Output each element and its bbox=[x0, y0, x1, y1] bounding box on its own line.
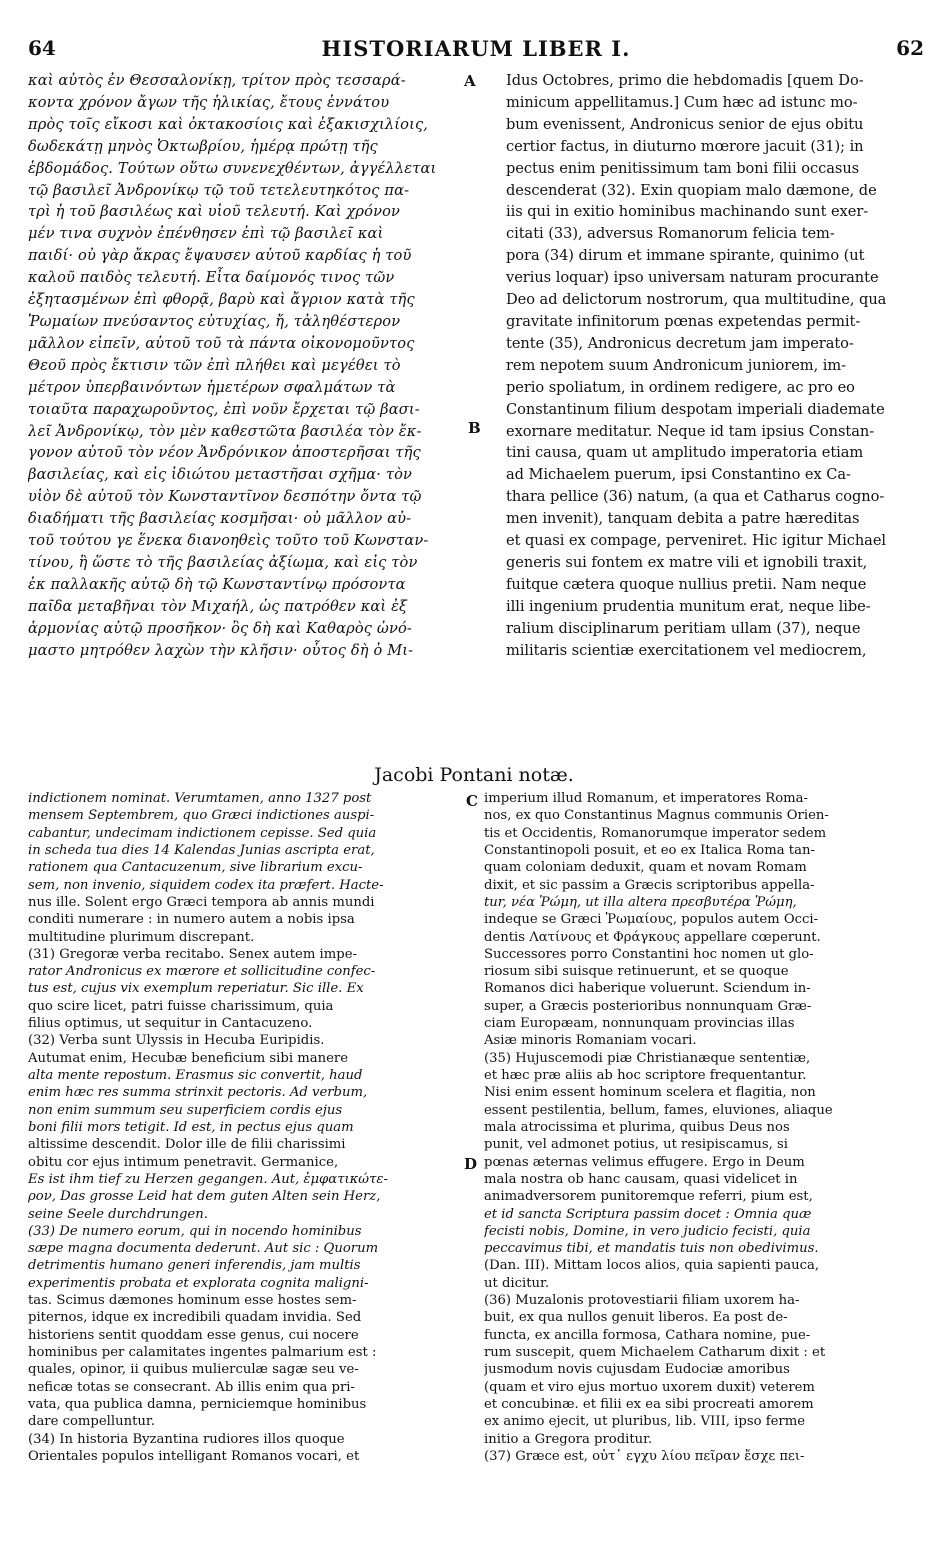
page-number-right: 62 bbox=[896, 36, 924, 60]
margin-marker-c: C bbox=[466, 792, 478, 810]
greek-text-line: τίνου, ἢ ὥστε τὸ τῆς βασιλείας ἀξίωμα, καὶ εἰς τὸν bbox=[28, 553, 418, 571]
notes-right-line: Constantinopoli posuit, et eo ex Italica Roma tan- bbox=[484, 842, 815, 858]
notes-right-line: tis et Occidentis, Romanorumque imperator sedem bbox=[484, 825, 827, 841]
notes-left-line: sem, non invenio, siquidem codex ita præfert. Hacte- bbox=[28, 877, 384, 893]
latin-text-line: exornare meditatur. Neque id tam ipsius Constan- bbox=[506, 422, 875, 440]
greek-text-line: τρὶ ἡ τοῦ βασιλέως καὶ υἱοῦ τελευτή. Καὶ χρόνον bbox=[28, 203, 401, 221]
notes-right-line: Asiæ minoris Romaniam vocari. bbox=[484, 1033, 697, 1049]
notes-right-column bbox=[484, 790, 926, 1465]
latin-text-line: gravitate infinitorum pœnas expetendas permit- bbox=[506, 312, 861, 330]
notes-left-column bbox=[28, 790, 468, 1465]
greek-text-line: γονον αὐτοῦ τὸν νέον Ἀνδρόνικον ἀποστερῆσαι τῆς bbox=[28, 444, 421, 462]
notes-left-line: Autumat enim, Hecubæ beneficium sibi manere bbox=[28, 1050, 349, 1066]
margin-marker-b: B bbox=[468, 419, 481, 437]
notes-right-line: peccavimus tibi, et mandatis tuis non obedivimus. bbox=[484, 1241, 819, 1257]
page-number-left: 64 bbox=[28, 36, 56, 60]
greek-text-line: μαστο μητρόθεν λαχὼν τὴν κλῆσιν· οὗτος δὴ ὁ Μι- bbox=[28, 641, 414, 659]
greek-text-line: Θεοῦ πρὸς ἔκτισιν τῶν ἐπὶ πλήθει καὶ μεγέθει τὸ bbox=[28, 356, 401, 374]
notes-left-line: detrimentis humano generi inferendis, jam multis bbox=[28, 1258, 361, 1274]
notes-right-line: et id sancta Scriptura passim docet : Omnia quæ bbox=[484, 1206, 812, 1222]
greek-text-line: λεῖ Ἀνδρονίκῳ, τὸν μὲν καθεστῶτα βασιλέα τὸν ἔκ- bbox=[28, 422, 422, 440]
notes-right-line: pœnas æternas velimus effugere. Ergo in Deum bbox=[484, 1154, 805, 1170]
greek-text-line: ἐκ παλλακῆς αὐτῷ δὴ τῷ Κωνσταντίνῳ πρόσοντα bbox=[28, 575, 406, 593]
notes-left-line: rator Andronicus ex mœrore et sollicitudine confec- bbox=[28, 964, 376, 980]
greek-text-line: βασιλείας, καὶ εἰς ἰδιώτου μεταστῆσαι σχῆμα· τὸν bbox=[28, 466, 413, 484]
notes-right-line: essent pestilentia, bellum, fames, eluviones, aliaque bbox=[484, 1102, 833, 1118]
latin-text-line: citati (33), adversus Romanorum felicia tem- bbox=[506, 225, 835, 243]
greek-text-line: ἐξητασμένων ἐπὶ φθορᾷ, βαρὺ καὶ ἄγριον κατὰ τῆς bbox=[28, 291, 415, 309]
notes-right-line: (37) Græce est, οὐτ᾽ εγχυ λίου πεῖραν ἔσχε πει- bbox=[484, 1448, 805, 1464]
notes-right-line: (quam et viro ejus mortuo uxorem duxit) veterem bbox=[484, 1379, 815, 1395]
latin-text-line: pora (34) dirum et immane spirante, quinimo (ut bbox=[506, 247, 865, 265]
notes-left-line: non enim summum seu superficiem cordis ejus bbox=[28, 1102, 343, 1118]
latin-text-line: fuitque cætera quoque nullius pretii. Nam neque bbox=[506, 575, 867, 593]
notes-left-line: experimentis probata et explorata cognita maligni- bbox=[28, 1275, 369, 1291]
latin-text-line: Idus Octobres, primo die hebdomadis [quem Do- bbox=[506, 72, 864, 89]
notes-left-line: (32) Verba sunt Ulyssis in Hecuba Euripidis. bbox=[28, 1033, 325, 1049]
greek-text-line: μέτρον ὑπερβαινόντων ἡμετέρων σφαλμάτων τὰ bbox=[28, 378, 396, 396]
notes-left-line: alta mente repostum. Erasmus sic convertit, haud bbox=[28, 1068, 363, 1083]
notes-left-line: multitudine plurimum discrepant. bbox=[28, 929, 255, 945]
latin-text-line: Constantinum filium despotam imperiali diademate bbox=[506, 400, 885, 418]
notes-left-line: (31) Gregoræ verba recitabo. Senex autem impe- bbox=[28, 946, 357, 962]
notes-right-line: rum suscepit, quem Michaelem Catharum dixit : et bbox=[484, 1345, 826, 1360]
greek-text-line: παῖδα μεταβῆναι τὸν Μιχαήλ, ὡς πατρόθεν καὶ ἐξ bbox=[28, 597, 408, 615]
greek-text-line: καὶ αὐτὸς ἐν Θεσσαλονίκῃ, τρίτον πρὸς τεσσαρά- bbox=[28, 72, 406, 89]
notes-right-line: (Dan. III). Mittam locos alios, quia sapienti pauca, bbox=[484, 1258, 820, 1274]
greek-text-line: διαδήματι τῆς βασιλείας κοσμῆσαι· οὐ μᾶλλον αὐ- bbox=[28, 510, 412, 528]
notes-left-line: quo scire licet, patri fuisse charissimum, quia bbox=[28, 998, 334, 1014]
latin-text-line: verius loquar) ipso universam naturam procurante bbox=[506, 269, 879, 287]
latin-text-line: tente (35), Andronicus decretum jam imperato- bbox=[506, 334, 854, 352]
greek-text-line: παιδί· οὐ γὰρ ἄκρας ἔψαυσεν αὐτοῦ καρδίας ἡ τοῦ bbox=[28, 247, 412, 265]
greek-text-line: υἱὸν δὲ αὐτοῦ τὸν Κωνσταντῖνον δεσπότην ὄντα τῷ bbox=[28, 488, 422, 506]
notes-left-line: hominibus per calamitates ingentes palmarium est : bbox=[28, 1345, 377, 1360]
latin-text-line: tini causa, quam ut amplitudo imperatoria etiam bbox=[506, 444, 864, 462]
notes-left-line: Es ist ihm tief zu Herzen gegangen. Aut, ἐμφατικώτε- bbox=[28, 1171, 388, 1187]
notes-right-line: et hæc præ aliis ab hoc scriptore frequentantur. bbox=[484, 1068, 807, 1083]
notes-left-line: dare compelluntur. bbox=[28, 1414, 155, 1430]
latin-text-line: et quasi ex compage, perveniret. Hic igitur Michael bbox=[506, 532, 887, 550]
latin-text-line: iis qui in exitio hominibus machinando sunt exer- bbox=[506, 203, 869, 221]
notes-left-line: (33) De numero eorum, qui in nocendo hominibus bbox=[28, 1223, 362, 1239]
notes-right-line: animadversorem punitoremque referri, pium est, bbox=[484, 1189, 813, 1205]
notes-right-line: riosum sibi suisque retinuerunt, et se quoque bbox=[484, 964, 789, 980]
notes-right-line: mala nostra ob hanc causam, quasi videlicet in bbox=[484, 1171, 798, 1187]
greek-text-line: τῷ βασιλεῖ Ἀνδρονίκῳ τῷ τοῦ τετελευτηκότος πα- bbox=[28, 181, 410, 199]
greek-text-line: πρὸς τοῖς εἴκοσι καὶ ὀκτακοσίοις καὶ ἑξακισχιλίοις, bbox=[28, 115, 429, 133]
notes-right-line: Successores porro Constantini hoc nomen ut glo- bbox=[484, 946, 814, 962]
latin-text-line: descenderat (32). Exin quopiam malo dæmone, de bbox=[506, 181, 877, 199]
greek-text-line: Ῥωμαίων πνεύσαντος εὐτυχίας, ἤ, τἀληθέστερον bbox=[28, 312, 401, 330]
notes-left-line: vata, qua publica damna, perniciemque hominibus bbox=[28, 1396, 367, 1412]
latin-text-line: perio spoliatum, in ordinem redigere, ac pro eo bbox=[506, 378, 855, 396]
latin-text-line: pectus enim penitissimum tam boni filii occasus bbox=[506, 159, 860, 177]
notes-right-line: ciam Europæam, nonnunquam provincias illas bbox=[484, 1016, 795, 1032]
notes-right-line: nos, ex quo Constantinus Magnus communis Orien- bbox=[484, 808, 829, 824]
notes-right-line: initio a Gregora proditur. bbox=[484, 1431, 653, 1447]
greek-text-line: ἑβδομάδος. Τούτων οὕτω συνενεχθέντων, ἀγγέλλεται bbox=[28, 159, 437, 177]
latin-text-line: ad Michaelem puerum, ipsi Constantino ex Ca- bbox=[506, 466, 851, 484]
greek-text-line: ἁρμονίας αὐτῷ προσῆκον· ὃς δὴ καὶ Καθαρὸς ὠνό- bbox=[28, 619, 412, 637]
notes-left-line: ρον, Das grosse Leid hat dem guten Alten sein Herz, bbox=[28, 1189, 381, 1205]
notes-right-line: functa, ex ancilla formosa, Cathara nomine, pue- bbox=[484, 1327, 811, 1343]
notes-left-line: rationem qua Cantacuzenum, sive librarium excu- bbox=[28, 860, 363, 876]
notes-left-line: neficæ totas se consecrant. Ab illis enim qua pri- bbox=[28, 1379, 355, 1395]
notes-right-line: Nisi enim essent hominum scelera et flagitia, non bbox=[484, 1085, 816, 1101]
notes-right-line: dentis Λατίνους et Φράγκους appellare cœperunt. bbox=[484, 929, 821, 945]
notes-left-line: filius optimus, ut sequitur in Cantacuzeno. bbox=[28, 1016, 313, 1032]
notes-right-line: indeque se Græci Ῥωμαίους, populos autem Occi- bbox=[484, 912, 819, 928]
greek-text-column bbox=[28, 70, 470, 661]
notes-left-line: nus ille. Solent ergo Græci tempora ab annis mundi bbox=[28, 894, 375, 910]
notes-right-line: super, a Græcis posterioribus nonnunquam Græ- bbox=[484, 998, 812, 1014]
notes-left-line: mensem Septembrem, quo Græci indictiones auspi- bbox=[28, 808, 375, 824]
greek-text-line: μᾶλλον εἰπεῖν, αὐτοῦ τοῦ τὰ πάντα οἰκονομοῦντος bbox=[28, 334, 415, 352]
latin-text-line: bum evenissent, Andronicus senior de ejus obitu bbox=[506, 115, 864, 133]
latin-text-line: certior factus, in diuturno mœrore jacuit (31); in bbox=[506, 137, 864, 155]
latin-text-line: men invenit), tanquam debita a patre hæreditas bbox=[506, 510, 860, 528]
notes-right-line: ut dicitur. bbox=[484, 1275, 550, 1291]
notes-right-line: dixit, et sic passim a Græcis scriptoribus appella- bbox=[484, 877, 815, 893]
latin-text-line: Deo ad delictorum nostrorum, qua multitudine, qua bbox=[506, 291, 887, 309]
latin-text-line: ralium disciplinarum peritiam ullam (37), neque bbox=[506, 619, 861, 637]
notes-left-line: enim hæc res summa strinxit pectoris. Ad verbum, bbox=[28, 1085, 368, 1101]
notes-left-line: indictionem nominat. Verumtamen, anno 1327 post bbox=[28, 791, 372, 806]
latin-text-line: militaris scientiæ exercitationem vel mediocrem, bbox=[506, 641, 867, 659]
notes-left-line: (34) In historia Byzantina rudiores illos quoque bbox=[28, 1431, 345, 1447]
greek-text-line: μέν τινα συχνὸν ἐπένθησεν ἐπὶ τῷ βασιλεῖ καὶ bbox=[28, 225, 384, 243]
notes-left-line: conditi numerare : in numero autem a nobis ipsa bbox=[28, 912, 355, 928]
notes-right-line: (36) Muzalonis protovestiarii filiam uxorem ha- bbox=[484, 1293, 800, 1309]
notes-right-line: jusmodum novis cujusdam Eudociæ amoribus bbox=[484, 1362, 790, 1378]
latin-text-line: illi ingenium prudentia munitum erat, neque libe- bbox=[506, 597, 871, 615]
latin-text-line: rem nepotem suum Andronicum juniorem, im- bbox=[506, 356, 847, 374]
greek-text-line: κοντα χρόνον ἄγων τῆς ἡλικίας, ἔτους ἐννάτου bbox=[28, 93, 390, 111]
notes-left-line: obitu cor ejus intimum penetravit. Germanice, bbox=[28, 1154, 339, 1170]
notes-right-line: fecisti nobis, Domine, in vero judicio fecisti, quia bbox=[484, 1223, 811, 1239]
notes-right-line: mala atrocissima et plurima, quibus Deus nos bbox=[484, 1119, 790, 1135]
greek-text-line: καλοῦ παιδὸς τελευτή. Εἶτα δαίμονός τινος τῶν bbox=[28, 269, 395, 287]
latin-translation-column bbox=[506, 70, 926, 661]
notes-left-line: piternos, idque ex incredibili quadam invidia. Sed bbox=[28, 1310, 362, 1326]
notes-right-line: tur, νέα Ῥώμη, ut illa altera πρεσβυτέρα Ῥώμη, bbox=[484, 894, 797, 910]
greek-text-line: δωδεκάτῃ μηνὸς Ὀκτωβρίου, ἡμέρᾳ πρώτῃ τῆς bbox=[28, 137, 378, 155]
greek-text-line: τοῦ τούτου γε ἕνεκα διανοηθεὶς τοῦτο τοῦ Κωνσταν- bbox=[28, 532, 429, 550]
greek-text-line: τοιαῦτα παραχωροῦντος, ἐπὶ νοῦν ἔρχεται τῷ βασι- bbox=[28, 400, 420, 418]
notes-left-line: altissime descendit. Dolor ille de filii charissimi bbox=[28, 1137, 346, 1153]
notes-left-line: Orientales populos intelligant Romanos vocari, et bbox=[28, 1448, 360, 1464]
notes-right-line: ex animo ejecit, ut pluribus, lib. VIII, ipso ferme bbox=[484, 1414, 806, 1430]
notes-right-line: punit, vel admonet potius, ut resipiscamus, si bbox=[484, 1137, 788, 1153]
running-title: HISTORIARUM LIBER I. bbox=[321, 36, 631, 61]
notes-right-line: imperium illud Romanum, et imperatores Roma- bbox=[484, 791, 809, 806]
notes-right-line: buit, ex qua nullos genuit liberos. Ea post de- bbox=[484, 1310, 788, 1326]
notes-left-line: tus est, cujus vix exemplum reperiatur. Sic ille. Ex bbox=[28, 981, 364, 997]
notes-left-line: in scheda tua dies 14 Kalendas Junias ascripta erat, bbox=[28, 842, 375, 858]
notes-left-line: cabantur, undecimam indictionem cepisse. Sed quia bbox=[28, 825, 377, 841]
notes-left-line: boni filii mors tetigit. Id est, in pectus ejus quam bbox=[28, 1119, 354, 1135]
notes-right-line: quam coloniam deduxit, quam et novam Romam bbox=[484, 860, 807, 876]
latin-text-line: generis sui fontem ex matre vili et ignobili traxit, bbox=[506, 553, 868, 571]
notes-left-line: tas. Scimus dæmones hominum esse hostes sem- bbox=[28, 1293, 357, 1309]
margin-marker-a: A bbox=[464, 72, 476, 90]
notes-right-line: Romanos dici haberique voluerunt. Sciendum in- bbox=[484, 981, 811, 997]
latin-text-line: minicum appellitamus.] Cum hæc ad istunc mo- bbox=[506, 93, 858, 111]
notes-left-line: sæpe magna documenta dederunt. Aut sic : Quorum bbox=[28, 1241, 379, 1257]
notes-heading: Jacobi Pontani notæ. bbox=[374, 764, 574, 786]
notes-left-line: seine Seele durchdrungen. bbox=[28, 1206, 208, 1222]
notes-left-line: historiens sentit quoddam esse genus, cui nocere bbox=[28, 1327, 359, 1343]
notes-left-line: quales, opinor, ii quibus mulierculæ sagæ seu ve- bbox=[28, 1362, 359, 1378]
margin-marker-d: D bbox=[464, 1155, 478, 1173]
notes-right-line: (35) Hujuscemodi piæ Christianæque sententiæ, bbox=[484, 1050, 811, 1066]
notes-right-line: et concubinæ. et filii ex ea sibi procreati amorem bbox=[484, 1396, 814, 1412]
latin-text-line: thara pellice (36) natum, (a qua et Catharus cogno- bbox=[506, 488, 885, 506]
running-header bbox=[28, 36, 924, 70]
